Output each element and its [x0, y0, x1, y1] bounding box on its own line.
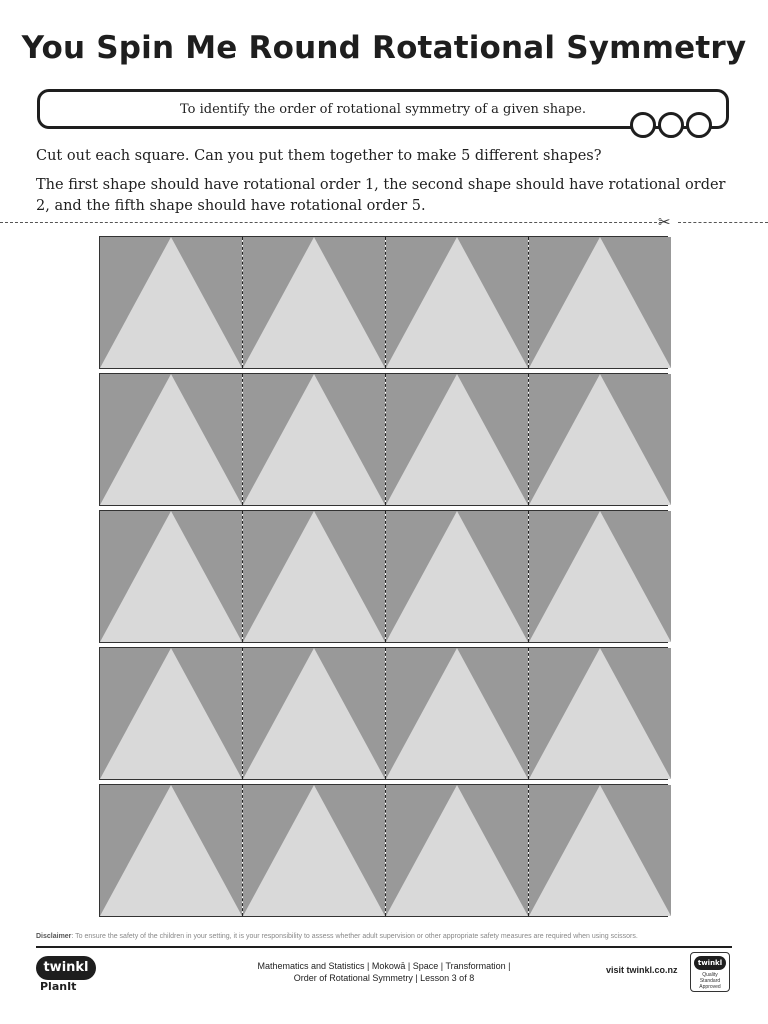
triangle-tile-graphic: [529, 511, 671, 642]
triangle-tile-graphic: [386, 785, 528, 916]
triangle-tile[interactable]: [242, 237, 385, 368]
triangle-tile-graphic: [243, 785, 385, 916]
learning-objective-box: [37, 89, 729, 129]
triangle-tile[interactable]: [385, 511, 528, 642]
triangle-tile-graphic: [529, 785, 671, 916]
tile-row: [99, 784, 668, 917]
curriculum-line-1: Mathematics and Statistics | Mokowā | Space | Transformation |: [257, 961, 511, 971]
triangle-tile-graphic: [100, 511, 242, 642]
instruction-line-1: Cut out each square. Can you put them together to make 5 different shapes?: [36, 148, 602, 164]
triangle-tile[interactable]: [385, 237, 528, 368]
bubble-icon: [630, 112, 656, 138]
tile-row: [99, 236, 668, 369]
triangle-tile-graphic: [243, 511, 385, 642]
triangle-tile[interactable]: [100, 237, 242, 368]
triangle-tile-graphic: [100, 374, 242, 505]
objective-bubbles: [628, 112, 712, 138]
triangle-tile[interactable]: [385, 648, 528, 779]
triangle-tile[interactable]: [528, 511, 671, 642]
triangle-tile[interactable]: [528, 374, 671, 505]
triangle-tile[interactable]: [100, 785, 242, 916]
bubble-icon: [658, 112, 684, 138]
cut-line: [0, 222, 662, 223]
twinkl-logo[interactable]: [36, 956, 100, 996]
tile-row: [99, 647, 668, 780]
quality-standard-badge: [690, 952, 730, 992]
badge-top: twinkl: [694, 956, 726, 970]
tile-row: [99, 373, 668, 506]
triangle-tile-graphic: [243, 237, 385, 368]
triangle-tile[interactable]: [528, 648, 671, 779]
logo-sub: PlanIt: [40, 980, 77, 993]
triangle-tile-graphic: [100, 237, 242, 368]
triangle-tile[interactable]: [242, 374, 385, 505]
triangle-tile-graphic: [386, 648, 528, 779]
footer-divider: [36, 946, 732, 948]
triangle-tile[interactable]: [528, 785, 671, 916]
tile-grid: [99, 236, 668, 921]
triangle-tile-graphic: [529, 237, 671, 368]
disclaimer: [36, 933, 638, 940]
triangle-tile[interactable]: [385, 785, 528, 916]
learning-objective-text: To identify the order of rotational symmetry of a given shape.: [180, 102, 586, 117]
disclaimer-text: : To ensure the safety of the children in your setting, it is your responsibility to assess whether adult supervision or other appropriate safety measures are required when using scissors.: [71, 933, 638, 940]
triangle-tile[interactable]: [100, 648, 242, 779]
tile-row: [99, 510, 668, 643]
scissors-icon: ✂: [658, 213, 671, 231]
triangle-tile-graphic: [386, 511, 528, 642]
page-title: You Spin Me Round Rotational Symmetry: [21, 30, 747, 66]
triangle-tile[interactable]: [100, 374, 242, 505]
triangle-tile[interactable]: [242, 511, 385, 642]
triangle-tile[interactable]: [242, 648, 385, 779]
cut-line-end: [678, 222, 768, 223]
logo-main: twinkl: [36, 956, 96, 980]
visit-link[interactable]: visit twinkl.co.nz: [606, 965, 678, 975]
triangle-tile-graphic: [100, 648, 242, 779]
triangle-tile-graphic: [386, 237, 528, 368]
triangle-tile[interactable]: [385, 374, 528, 505]
curriculum-line-2: Order of Rotational Symmetry | Lesson 3 of 8: [293, 973, 475, 983]
bubble-icon: [686, 112, 712, 138]
triangle-tile[interactable]: [242, 785, 385, 916]
disclaimer-label: Disclaimer: [36, 933, 72, 940]
triangle-tile-graphic: [243, 374, 385, 505]
triangle-tile-graphic: [386, 374, 528, 505]
triangle-tile[interactable]: [528, 237, 671, 368]
triangle-tile-graphic: [529, 374, 671, 505]
triangle-tile-graphic: [100, 785, 242, 916]
curriculum-info: [200, 960, 568, 984]
badge-text: Quality Standard Approved: [699, 972, 721, 990]
triangle-tile-graphic: [529, 648, 671, 779]
triangle-tile[interactable]: [100, 511, 242, 642]
instruction-line-2: The first shape should have rotational order 1, the second shape should have rotational order 2, and the fifth shape should have rotational order 5.: [36, 177, 726, 214]
triangle-tile-graphic: [243, 648, 385, 779]
